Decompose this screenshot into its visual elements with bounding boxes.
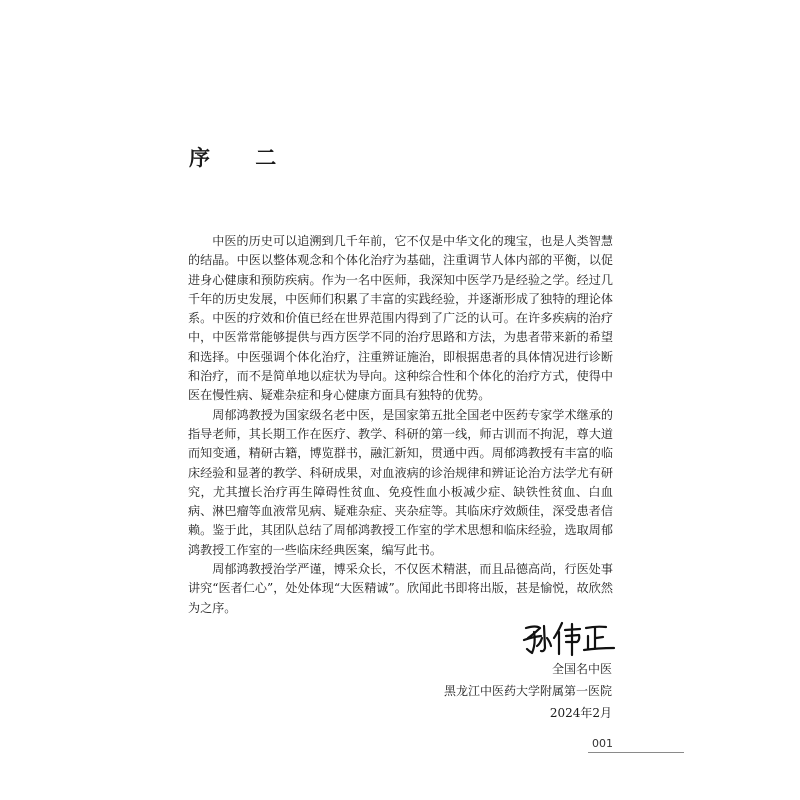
page-number: 001 — [592, 737, 613, 750]
signer-organization: 黑龙江中医药大学附属第一医院 — [443, 684, 612, 698]
footer-rule — [588, 752, 684, 753]
signer-title: 全国名中医 — [551, 662, 612, 676]
preface-body — [188, 232, 613, 618]
signature-date: 2024年2月 — [549, 706, 612, 720]
paragraph-3: 周郁鸿教授治学严谨，博采众长，不仅医术精湛，而且品德高尚，行医处事讲究“医者仁心”，处处体现“大医精诚”。欣闻此书即将出版，甚是愉悦，故欣然为之序。 — [188, 562, 613, 615]
paragraph-2: 周郁鸿教授为国家级名老中医，是国家第五批全国老中医药专家学术继承的指导老师，其长期工作在医疗、教学、科研的第一线，师古训而不拘泥，尊大道而知变通，精研古籍，博览群书，融汇新知，贯通中西。周郁鸿教授有丰富的临床经验和显著的教学、科研成果，对血液病的诊治规律和辨证论治方法学尤有研究，尤其擅长治疗再生障碍性贫血、免疫性血小板减少症、缺铁性贫血、白血病、淋巴瘤等血液常见病、疑难杂症、夹杂症等。其临床疗效颇佳，深受患者信赖。鉴于此，其团队总结了周郁鸿教授工作室的学术思想和临床经验，选取周郁鸿教授工作室的一些临床经典医案，编写此书。 — [188, 407, 613, 557]
handwritten-signature — [520, 618, 620, 658]
page-title: 序 二 — [189, 146, 296, 170]
paragraph-1: 中医的历史可以追溯到几千年前，它不仅是中华文化的瑰宝，也是人类智慧的结晶。中医以整体观念和个体化治疗为基础，注重调节人体内部的平衡，以促进身心健康和预防疾病。作为一名中医师，我深知中医学乃是经验之学。经过几千年的历史发展，中医师们积累了丰富的实践经验，并逐渐形成了独特的理论体系。中医的疗效和价值已经在世界范围内得到了广泛的认可。在许多疾病的治疗中，中医常常能够提供与西方医学不同的治疗思路和方法，为患者带来新的希望和选择。中医强调个体化治疗，注重辨证施治，即根据患者的具体情况进行诊断和治疗，而不是简单地以症状为导向。这种综合性和个体化的治疗方式，使得中医在慢性病、疑难杂症和身心健康方面具有独特的优势。 — [188, 234, 613, 403]
